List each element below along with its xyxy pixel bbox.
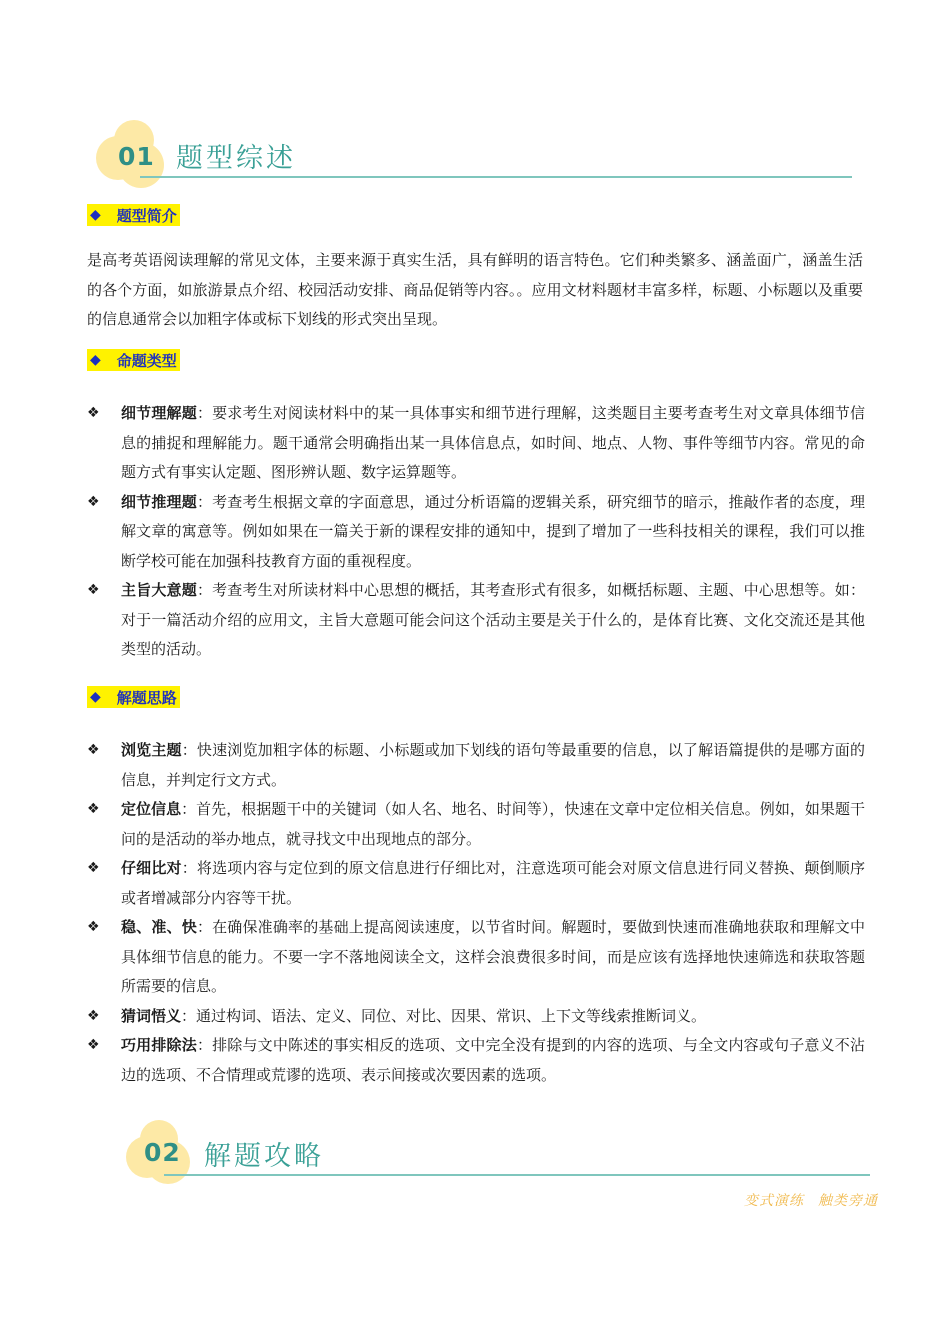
- item-term: 细节推理题: [121, 492, 197, 511]
- item-text: ：通过构词、语法、定义、同位、对比、因果、常识、上下文等线索推断词义。: [181, 1006, 707, 1025]
- list-item: [87, 399, 865, 488]
- section-badge-2: [126, 1118, 198, 1190]
- section-badge-1: [96, 120, 168, 192]
- footer-tag-left: 变式演练: [744, 1193, 804, 1209]
- item-text: ：快速浏览加粗字体的标题、小标题或加下划线的语句等最重要的信息，以了解语篇提供的是哪方面的信息，并判定行文方式。: [121, 741, 865, 789]
- subheading-intro: [87, 204, 180, 226]
- item-text: ：排除与文中陈述的事实相反的选项、文中完全没有提到的内容的选项、与全文内容或句子意义不沾边的选项、不合情理或荒谬的选项、表示间接或次要因素的选项。: [121, 1036, 865, 1084]
- subheading-approach: [87, 686, 180, 708]
- subheading-types: [87, 349, 180, 371]
- list-item: [87, 488, 865, 577]
- bullet-icon: ❖: [87, 493, 100, 510]
- list-item: [87, 1031, 865, 1090]
- item-term: 仔细比对: [121, 859, 182, 877]
- intro-paragraph: 是高考英语阅读理解的常见文体，主要来源于真实生活，具有鲜明的语言特色。它们种类繁多、涵盖面广，涵盖生活的各个方面，如旅游景点介绍、校园活动安排、商品促销等内容。。应用文材料题材丰富多样，标题、小标题以及重要的信息通常会以加粗字体或标下划线的形式突出呈现。: [87, 251, 863, 328]
- section-title-2: 解题攻略: [204, 1141, 324, 1172]
- item-text: ：考查考生对所读材料中心思想的概括，其考查形式有很多，如概括标题、主题、中心思想等。如：对于一篇活动介绍的应用文，主旨大意题可能会问这个活动主要是关于什么的，是体育比赛、文化交流还是其他类型的活动。: [121, 581, 865, 658]
- section-number-1: 01: [118, 142, 155, 171]
- list-item: [87, 913, 865, 1002]
- list-item: [87, 854, 865, 913]
- bullet-icon: ❖: [87, 801, 100, 817]
- diamond-icon: ◆: [90, 689, 101, 705]
- item-term: 定位信息: [121, 800, 182, 818]
- subheading-intro-label: 题型简介: [116, 206, 177, 225]
- types-list: [87, 399, 865, 665]
- list-item: [87, 795, 865, 854]
- list-item: [87, 1002, 865, 1032]
- section-number-2: 02: [144, 1138, 181, 1167]
- section-title-1: 题型综述: [176, 143, 296, 174]
- bullet-icon: ❖: [87, 742, 100, 758]
- bullet-icon: ❖: [87, 1037, 100, 1053]
- bullet-icon: ❖: [87, 582, 100, 598]
- bullet-icon: ❖: [87, 1007, 100, 1024]
- diamond-icon: ◆: [90, 352, 101, 368]
- bullet-icon: ❖: [87, 919, 100, 935]
- item-term: 主旨大意题: [121, 581, 197, 599]
- item-text: ：要求考生对阅读材料中的某一具体事实和细节进行理解，这类题目主要考查考生对文章具体细节信息的捕捉和理解能力。题干通常会明确指出某一具体信息点，如时间、地点、人物、事件等细节内容。常见的命题方式有事实认定题、图形辨认题、数字运算题等。: [121, 404, 865, 481]
- diamond-icon: ◆: [90, 207, 101, 223]
- item-text: ：将选项内容与定位到的原文信息进行仔细比对，注意选项可能会对原文信息进行同义替换、颠倒顺序或者增减部分内容等干扰。: [121, 859, 865, 907]
- list-item: [87, 576, 865, 665]
- item-text: ：首先，根据题干中的关键词（如人名、地名、时间等），快速在文章中定位相关信息。例如，如果题干问的是活动的举办地点，就寻找文中出现地点的部分。: [121, 800, 865, 848]
- item-term: 浏览主题: [121, 741, 182, 759]
- item-text: ：在确保准确率的基础上提高阅读速度，以节省时间。解题时，要做到快速而准确地获取和理解文中具体细节信息的能力。不要一字不落地阅读全文，这样会浪费很多时间，而是应该有选择地快速筛选和获取答题所需要的信息。: [121, 918, 865, 995]
- subheading-approach-label: 解题思路: [116, 688, 177, 707]
- section-header-1: [96, 120, 856, 210]
- footer-tagline: [744, 1190, 878, 1210]
- approach-list: [87, 736, 865, 1090]
- section-divider-1: [140, 176, 852, 178]
- item-term: 细节理解题: [121, 404, 197, 422]
- item-text: ：考查考生根据文章的字面意思，通过分析语篇的逻辑关系，研究细节的暗示，推敲作者的态度，理解文章的寓意等。例如如果在一篇关于新的课程安排的通知中，提到了增加了一些科技相关的课程，我们可以推断学校可能在加强科技教育方面的重视程度。: [121, 492, 865, 570]
- section-divider-2: [164, 1174, 870, 1176]
- bullet-icon: ❖: [87, 405, 100, 421]
- subheading-types-label: 命题类型: [116, 351, 177, 370]
- footer-tag-right: 触类旁通: [818, 1193, 878, 1209]
- item-term: 巧用排除法: [121, 1036, 197, 1054]
- item-term: 猜词悟义: [121, 1006, 182, 1025]
- item-term: 稳、准、快: [121, 918, 197, 936]
- list-item: [87, 736, 865, 795]
- bullet-icon: ❖: [87, 860, 100, 876]
